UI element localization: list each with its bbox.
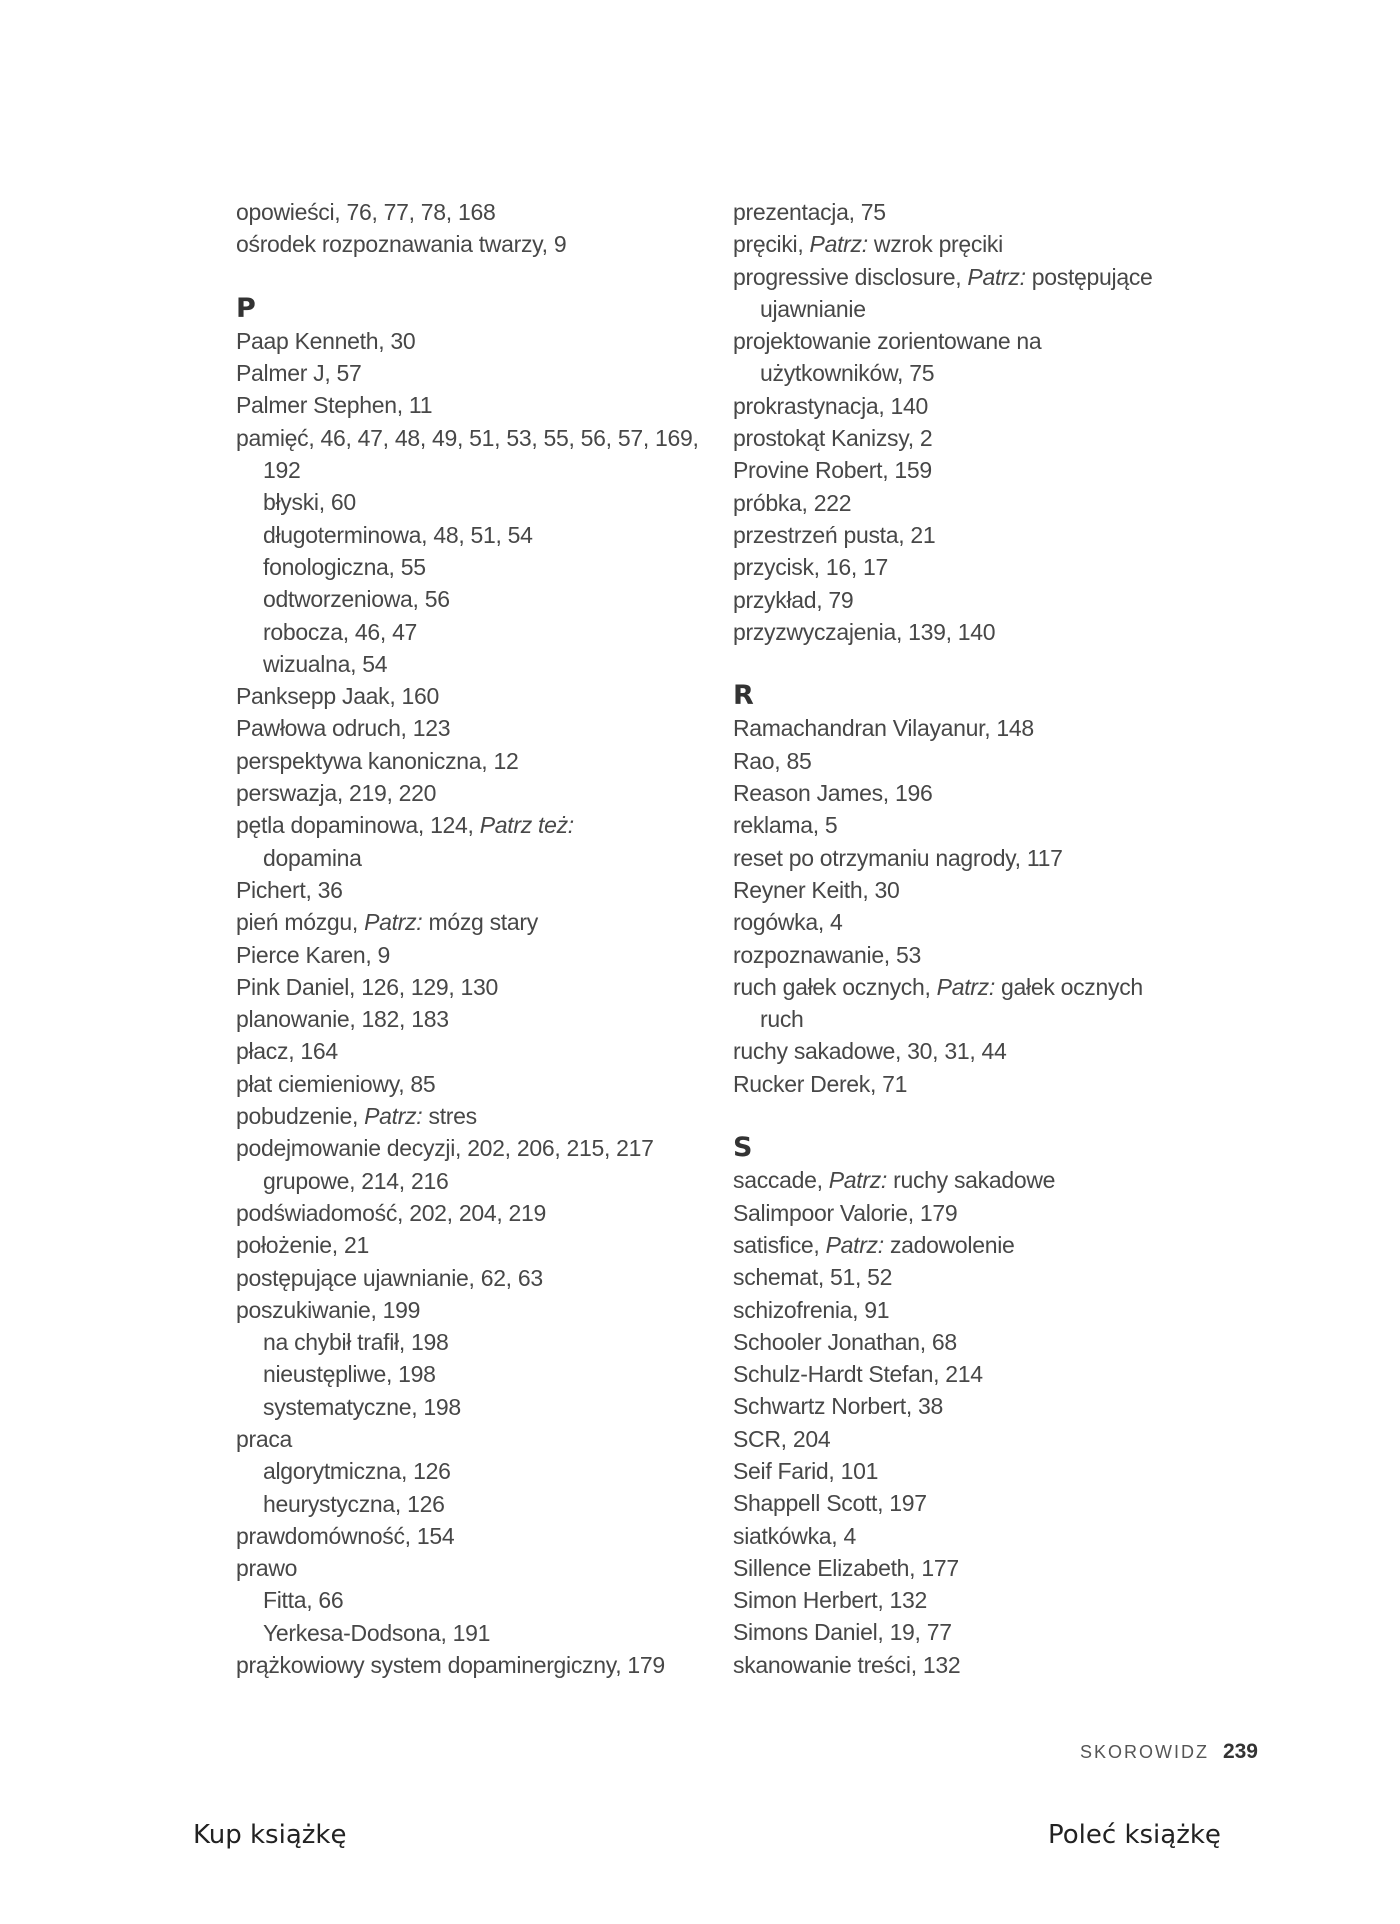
entry-text: prawo xyxy=(236,1555,298,1582)
entry-text: odtworzeniowa, 56 xyxy=(263,586,450,613)
cross-reference-label: Patrz też: xyxy=(479,812,574,839)
index-entry xyxy=(236,1294,726,1326)
index-entry xyxy=(733,1294,1223,1326)
entry-text: nieustępliwe, 198 xyxy=(263,1361,436,1388)
cross-reference-label: Patrz: xyxy=(364,1103,423,1130)
entry-text: systematyczne, 198 xyxy=(263,1393,461,1420)
index-entry xyxy=(733,1068,1223,1100)
index-entry xyxy=(236,357,726,389)
index-entry xyxy=(733,228,1223,260)
entry-text: próbka, 222 xyxy=(733,489,852,516)
entry-text: prokrastynacja, 140 xyxy=(733,392,929,419)
entry-text: Ramachandran Vilayanur, 148 xyxy=(733,715,1034,742)
entry-text: na chybił trafił, 198 xyxy=(263,1329,449,1356)
index-entry xyxy=(236,1262,726,1294)
index-entry xyxy=(733,1358,1223,1390)
index-subentry xyxy=(236,1326,726,1358)
index-entry-continuation xyxy=(733,357,1223,389)
cross-reference-label: Patrz: xyxy=(828,1167,888,1194)
entry-text: Simons Daniel, 19, 77 xyxy=(733,1619,952,1646)
entry-text: reset po otrzymaniu nagrody, 117 xyxy=(733,844,1063,871)
entry-text: ruchy sakadowe xyxy=(887,1167,1056,1194)
index-entry xyxy=(236,712,726,744)
entry-text: Reason James, 196 xyxy=(733,780,933,807)
index-entry xyxy=(236,874,726,906)
entry-text: Schwartz Norbert, 38 xyxy=(733,1393,944,1420)
entry-text: rozpoznawanie, 53 xyxy=(733,941,921,968)
entry-text: schizofrenia, 91 xyxy=(733,1296,890,1323)
index-entry xyxy=(236,1552,726,1584)
index-entry xyxy=(733,971,1223,1003)
entry-text: pień mózgu, xyxy=(236,909,365,936)
index-entry-continuation xyxy=(733,1003,1223,1035)
entry-text: Pink Daniel, 126, 129, 130 xyxy=(236,973,499,1000)
section-gap xyxy=(236,261,726,293)
entry-text: robocza, 46, 47 xyxy=(263,618,418,645)
entry-text: przestrzeń pusta, 21 xyxy=(733,521,936,548)
index-entry xyxy=(733,519,1223,551)
entry-text: fonologiczna, 55 xyxy=(263,553,426,580)
index-column-left xyxy=(236,196,726,1681)
index-entry xyxy=(733,1229,1223,1261)
index-subentry xyxy=(236,1488,726,1520)
entry-text: grupowe, 214, 216 xyxy=(263,1167,449,1194)
index-entry xyxy=(236,1068,726,1100)
entry-text: Yerkesa-Dodsona, 191 xyxy=(263,1619,491,1646)
entry-text: planowanie, 182, 183 xyxy=(236,1006,449,1033)
entry-text: Provine Robert, 159 xyxy=(733,457,932,484)
entry-text: ruchy sakadowe, 30, 31, 44 xyxy=(733,1038,1007,1065)
entry-text: ruch gałek ocznych, xyxy=(733,973,937,1000)
entry-text: pamięć, 46, 47, 48, 49, 51, 53, 55, 56, 57, 169, xyxy=(236,424,699,451)
index-entry xyxy=(236,1229,726,1261)
entry-text: reklama, 5 xyxy=(733,812,838,839)
entry-text: Rao, 85 xyxy=(733,747,812,774)
entry-text: użytkowników, 75 xyxy=(760,360,935,387)
index-entry xyxy=(236,422,726,454)
index-subentry xyxy=(236,1617,726,1649)
index-entry xyxy=(733,1584,1223,1616)
entry-text: Shappell Scott, 197 xyxy=(733,1490,927,1517)
cross-reference-label: Patrz: xyxy=(809,231,868,258)
index-entry xyxy=(733,1487,1223,1519)
index-entry xyxy=(733,1261,1223,1293)
entry-text: Pierce Karen, 9 xyxy=(236,941,391,968)
index-entry xyxy=(733,616,1223,648)
cross-reference-label: Patrz: xyxy=(364,909,423,936)
index-entry xyxy=(733,1616,1223,1648)
index-subentry xyxy=(236,583,726,615)
index-entry xyxy=(236,1520,726,1552)
index-entry xyxy=(733,874,1223,906)
index-entry xyxy=(733,1326,1223,1358)
index-subentry xyxy=(236,486,726,518)
cross-reference-label: Patrz: xyxy=(967,263,1026,290)
entry-text: Palmer J, 57 xyxy=(236,360,362,387)
index-subentry xyxy=(236,519,726,551)
index-entry xyxy=(733,1197,1223,1229)
index-entry xyxy=(236,228,726,260)
index-entry xyxy=(733,906,1223,938)
entry-text: przyzwyczajenia, 139, 140 xyxy=(733,618,996,645)
entry-text: pobudzenie, xyxy=(236,1103,365,1130)
index-entry xyxy=(733,777,1223,809)
entry-text: Rucker Derek, 71 xyxy=(733,1070,908,1097)
index-entry xyxy=(733,1390,1223,1422)
index-entry xyxy=(733,745,1223,777)
entry-text: mózg stary xyxy=(422,909,538,936)
index-entry xyxy=(236,325,726,357)
entry-text: przykład, 79 xyxy=(733,586,854,613)
entry-text: Sillence Elizabeth, 177 xyxy=(733,1554,959,1581)
entry-text: heurystyczna, 126 xyxy=(263,1490,445,1517)
entry-text: gałek ocznych xyxy=(994,973,1143,1000)
index-subentry xyxy=(236,1165,726,1197)
entry-text: prawdomówność, 154 xyxy=(236,1522,455,1549)
index-entry-continuation xyxy=(236,454,726,486)
index-entry xyxy=(733,712,1223,744)
index-entry xyxy=(236,680,726,712)
index-entry xyxy=(733,196,1223,228)
index-column-right xyxy=(733,196,1223,1681)
entry-text: błyski, 60 xyxy=(263,489,356,516)
entry-text: Panksepp Jaak, 160 xyxy=(236,683,440,710)
entry-text: Pichert, 36 xyxy=(236,876,343,903)
index-entry xyxy=(733,584,1223,616)
index-entry xyxy=(733,939,1223,971)
index-entry xyxy=(236,1423,726,1455)
entry-text: przycisk, 16, 17 xyxy=(733,554,888,581)
entry-text: płat ciemieniowy, 85 xyxy=(236,1070,436,1097)
entry-text: zadowolenie xyxy=(883,1231,1015,1258)
index-entry xyxy=(236,745,726,777)
index-subentry xyxy=(236,1584,726,1616)
entry-text: Schooler Jonathan, 68 xyxy=(733,1328,957,1355)
entry-text: płacz, 164 xyxy=(236,1038,338,1065)
index-entry xyxy=(733,487,1223,519)
entry-text: Simon Herbert, 132 xyxy=(733,1587,928,1614)
index-entry xyxy=(236,1649,726,1681)
entry-text: perspektywa kanoniczna, 12 xyxy=(236,747,519,774)
index-entry xyxy=(733,261,1223,293)
entry-text: saccade, xyxy=(733,1167,829,1194)
index-entry xyxy=(236,906,726,938)
section-letter-heading: P xyxy=(236,292,256,324)
entry-text: podświadomość, 202, 204, 219 xyxy=(236,1199,546,1226)
index-entry xyxy=(236,196,726,228)
entry-text: Palmer Stephen, 11 xyxy=(236,392,433,419)
entry-text: prążkowiowy system dopaminergiczny, 179 xyxy=(236,1652,665,1679)
entry-text: Seif Farid, 101 xyxy=(733,1457,879,1484)
entry-text: postępujące ujawnianie, 62, 63 xyxy=(236,1264,543,1291)
section-label: SKOROWIDZ xyxy=(1079,1742,1209,1762)
entry-text: projektowanie zorientowane na xyxy=(733,328,1042,355)
index-entry xyxy=(733,454,1223,486)
entry-text: prezentacja, 75 xyxy=(733,199,886,225)
entry-text: prostokąt Kanizsy, 2 xyxy=(733,425,933,452)
entry-text: siatkówka, 4 xyxy=(733,1522,856,1549)
index-entry xyxy=(236,1003,726,1035)
index-entry xyxy=(733,1552,1223,1584)
index-entry xyxy=(733,1520,1223,1552)
index-entry-continuation xyxy=(733,293,1223,325)
entry-text: Salimpoor Valorie, 179 xyxy=(733,1199,958,1226)
index-entry xyxy=(236,389,726,421)
entry-text: praca xyxy=(236,1425,293,1452)
index-subentry xyxy=(236,551,726,583)
cross-reference-label: Patrz: xyxy=(825,1231,884,1258)
index-entry-continuation xyxy=(236,842,726,874)
index-subentry xyxy=(236,1391,726,1423)
entry-text: pętla dopaminowa, 124, xyxy=(236,812,480,839)
section-letter-heading: S xyxy=(733,1132,753,1164)
index-entry xyxy=(733,390,1223,422)
entry-text: Fitta, 66 xyxy=(263,1587,344,1614)
index-entry xyxy=(733,1423,1223,1455)
index-entry xyxy=(236,777,726,809)
entry-text: ruch xyxy=(760,1006,804,1033)
entry-text: podejmowanie decyzji, 202, 206, 215, 217 xyxy=(236,1135,654,1162)
entry-text: perswazja, 219, 220 xyxy=(236,780,437,807)
index-entry xyxy=(733,325,1223,357)
entry-text: opowieści, 76, 77, 78, 168 xyxy=(236,199,496,225)
entry-text: Pawłowa odruch, 123 xyxy=(236,715,451,742)
index-entry xyxy=(236,1100,726,1132)
entry-text: satisfice, xyxy=(733,1231,826,1258)
recommend-book-link[interactable]: Poleć książkę xyxy=(1048,1820,1221,1850)
entry-text: progressive disclosure, xyxy=(733,263,968,290)
entry-text: wzrok pręciki xyxy=(867,231,1003,258)
index-entry xyxy=(733,1649,1223,1681)
index-entry xyxy=(733,1164,1223,1196)
index-subentry xyxy=(236,1358,726,1390)
index-entry xyxy=(236,971,726,1003)
index-entry xyxy=(236,809,726,841)
buy-book-link[interactable]: Kup książkę xyxy=(193,1820,347,1850)
entry-text: algorytmiczna, 126 xyxy=(263,1458,451,1485)
page-number: 239 xyxy=(1222,1740,1258,1763)
index-entry xyxy=(733,842,1223,874)
section-gap xyxy=(733,1100,1223,1132)
entry-text: długoterminowa, 48, 51, 54 xyxy=(263,521,533,548)
running-footer xyxy=(1080,1740,1258,1764)
index-entry xyxy=(236,939,726,971)
entry-text: Schulz-Hardt Stefan, 214 xyxy=(733,1361,983,1388)
section-letter-heading: R xyxy=(733,680,754,712)
entry-text: postępujące xyxy=(1025,263,1153,290)
entry-text: pręciki, xyxy=(733,231,810,258)
entry-text: stres xyxy=(422,1103,477,1130)
index-entry xyxy=(733,1035,1223,1067)
index-entry xyxy=(733,1455,1223,1487)
entry-text: Reyner Keith, 30 xyxy=(733,876,900,903)
entry-text: wizualna, 54 xyxy=(263,650,388,677)
index-subentry xyxy=(236,616,726,648)
index-entry xyxy=(236,1035,726,1067)
entry-text: skanowanie treści, 132 xyxy=(733,1651,961,1678)
entry-text: położenie, 21 xyxy=(236,1232,369,1259)
entry-text: rogówka, 4 xyxy=(733,909,843,936)
section-gap xyxy=(733,648,1223,680)
entry-text: poszukiwanie, 199 xyxy=(236,1296,421,1323)
entry-text: 192 xyxy=(263,457,301,484)
entry-text: ośrodek rozpoznawania twarzy, 9 xyxy=(236,231,567,258)
index-entry xyxy=(733,809,1223,841)
index-entry xyxy=(236,1132,726,1164)
index-entry xyxy=(733,422,1223,454)
entry-text: schemat, 51, 52 xyxy=(733,1264,893,1291)
entry-text: dopamina xyxy=(263,844,362,871)
entry-text: ujawnianie xyxy=(760,295,866,322)
index-subentry xyxy=(236,648,726,680)
index-entry xyxy=(733,551,1223,583)
cross-reference-label: Patrz: xyxy=(936,973,995,1000)
entry-text: Paap Kenneth, 30 xyxy=(236,327,416,354)
index-subentry xyxy=(236,1455,726,1487)
entry-text: SCR, 204 xyxy=(733,1425,831,1452)
index-entry xyxy=(236,1197,726,1229)
